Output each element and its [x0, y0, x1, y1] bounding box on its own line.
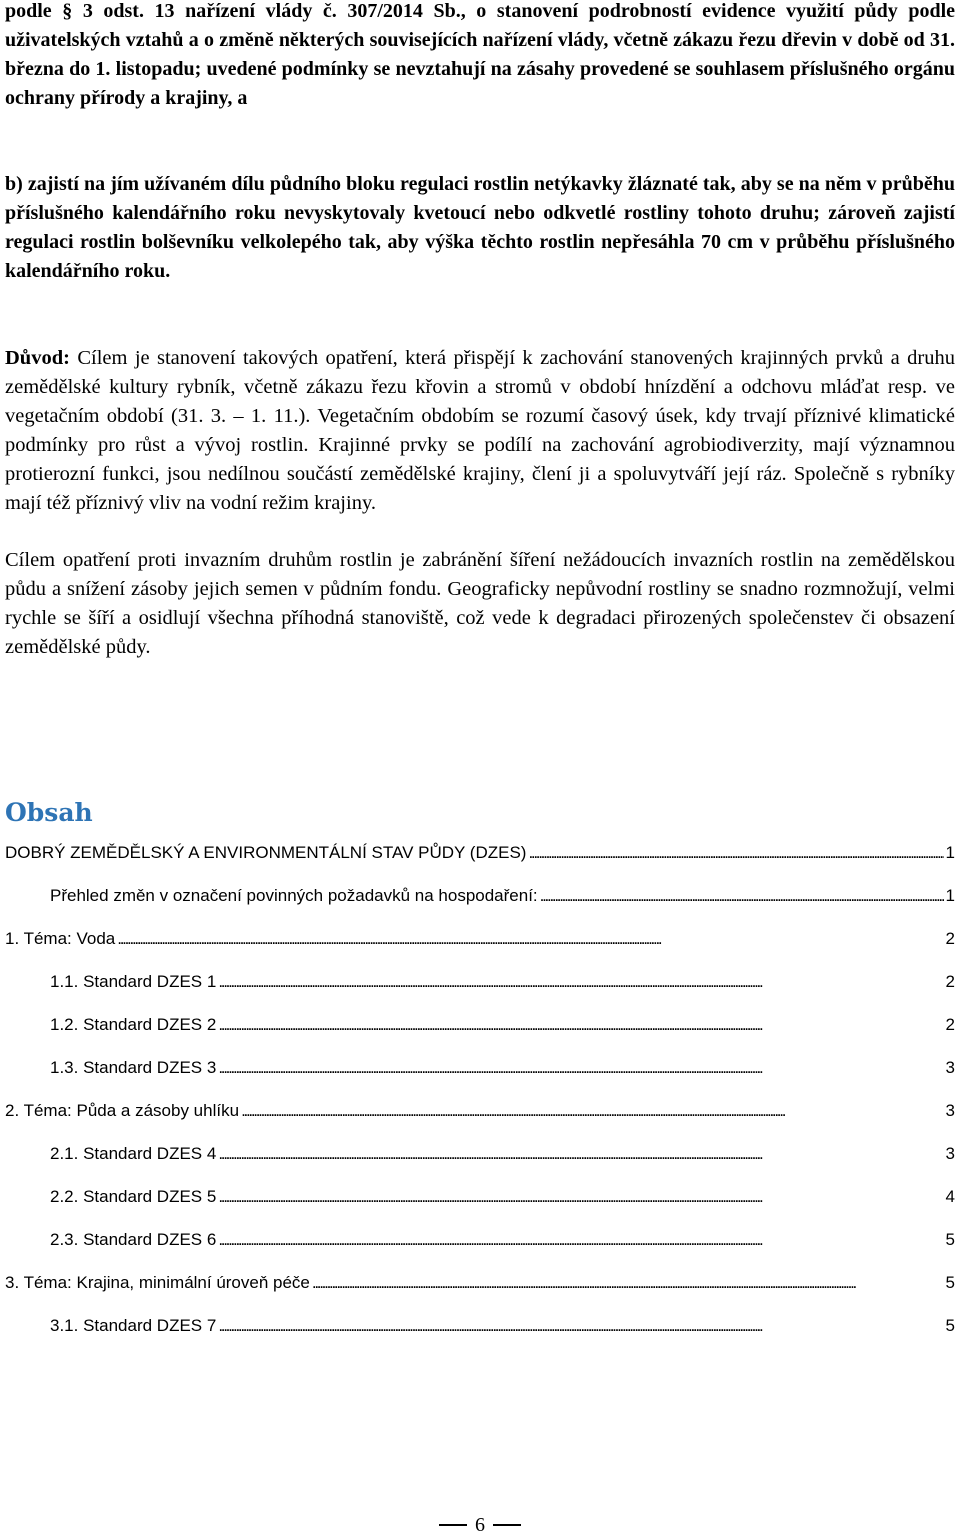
toc-entry-page: 3: [945, 1058, 955, 1077]
toc-entry-page: 2: [945, 929, 955, 948]
toc-leader: [218, 1055, 943, 1081]
toc-entry[interactable]: [5, 1055, 955, 1098]
reason-text: Cílem je stanovení takových opatření, která přispějí k zachování stanovených krajinných prvků a druhu zemědělské kultury rybník, včetně zákazu řezu křovin a stromů v období hnízdění a odchovu mláďat resp. ve vegetačním období (31. 3. – 1. 11.). Vegetačním obdobím se rozumí časový úsek, kdy trvají příznivé klimatické podmínky pro růst a vývoj rostlin. Krajinné prvky se podílí na zachování agrobiodiverzity, mají významnou protierozní funkci, jsou nedílnou součástí zemědělské krajiny, člení ji a spoluvytváří její ráz. Společně s rybníky mají též příznivý vliv na vodní režim krajiny.: [5, 347, 955, 514]
table-of-contents: [5, 840, 955, 1356]
toc-entry[interactable]: [5, 969, 955, 1012]
invasive-paragraph: Cílem opatření proti invazním druhům rostlin je zabránění šíření nežádoucích invazních rostlin na zemědělskou půdu a snížení zásoby jejich semen v půdním fondu. Geograficky nepůvodní rostliny se snadno rozmnožují, velmi rychle se šíří a osidlují všechna příhodná stanoviště, což vede k degradaci přirozených společenstev či obsazení zemědělské půdy.: [5, 549, 955, 658]
page-number: 6: [475, 1513, 485, 1536]
reason-paragraph: [5, 344, 955, 518]
footer-rule-right: [493, 1524, 521, 1526]
toc-title: Obsah: [5, 798, 93, 827]
toc-entry-text: 1.2. Standard DZES 2: [50, 1015, 217, 1034]
toc-entry[interactable]: [5, 1184, 955, 1227]
toc-entry[interactable]: [5, 1227, 955, 1270]
toc-entry-text: DOBRÝ ZEMĚDĚLSKÝ A ENVIRONMENTÁLNÍ STAV PŮDY (DZES): [5, 843, 527, 862]
toc-entry-page: 5: [945, 1316, 955, 1335]
toc-entry-page: 3: [945, 1101, 955, 1120]
toc-entry-page: 1: [945, 843, 955, 862]
toc-entry[interactable]: [5, 883, 955, 926]
toc-entry-text: Přehled změn v označení povinných požadavků na hospodaření:: [50, 886, 538, 905]
item-b-paragraph: b) zajistí na jím užívaném dílu půdního bloku regulaci rostlin netýkavky žláznaté tak, aby se na něm v průběhu příslušného kalendářního roku nevyskytovaly kvetoucí nebo odkvetlé rostliny tohoto druhu; zároveň zajistí regulaci rostlin bolševníku velkolepého tak, aby výška těchto rostlin nepřesáhla 70 cm v průběhu příslušného kalendářního roku.: [5, 173, 955, 282]
toc-leader: [218, 969, 943, 995]
toc-leader: [218, 1313, 943, 1339]
toc-entry[interactable]: [5, 926, 955, 969]
toc-leader: [241, 1098, 943, 1124]
toc-entry[interactable]: [5, 1270, 955, 1313]
reason-label: Důvod:: [5, 347, 70, 369]
toc-entry-text: 2.3. Standard DZES 6: [50, 1230, 217, 1249]
toc-leader: [218, 1012, 943, 1038]
toc-leader: [540, 883, 944, 909]
toc-entry[interactable]: [5, 1098, 955, 1141]
toc-entry-page: 2: [945, 1015, 955, 1034]
toc-entry-page: 5: [945, 1273, 955, 1292]
toc-entry-text: 1.3. Standard DZES 3: [50, 1058, 217, 1077]
toc-leader: [312, 1270, 944, 1296]
toc-leader: [528, 840, 943, 866]
toc-entry-text: 3.1. Standard DZES 7: [50, 1316, 217, 1335]
toc-leader: [117, 926, 943, 952]
toc-leader: [218, 1184, 943, 1210]
footer-rule-left: [439, 1524, 467, 1526]
toc-entry[interactable]: [5, 1313, 955, 1356]
toc-entry-text: 1. Téma: Voda: [5, 929, 116, 948]
toc-entry-page: 5: [945, 1230, 955, 1249]
toc-entry-text: 3. Téma: Krajina, minimální úroveň péče: [5, 1273, 310, 1292]
toc-entry-page: 1: [945, 886, 955, 905]
toc-entry-text: 2. Téma: Půda a zásoby uhlíku: [5, 1101, 240, 1120]
toc-leader: [218, 1141, 943, 1167]
toc-entry-text: 2.2. Standard DZES 5: [50, 1187, 217, 1206]
toc-entry-text: 1.1. Standard DZES 1: [50, 972, 217, 991]
page-footer: [0, 1515, 960, 1535]
toc-leader: [218, 1227, 943, 1253]
toc-entry[interactable]: [5, 1012, 955, 1055]
toc-entry-text: 2.1. Standard DZES 4: [50, 1144, 217, 1163]
toc-entry[interactable]: [5, 840, 955, 883]
toc-entry[interactable]: [5, 1141, 955, 1184]
toc-entry-page: 4: [945, 1187, 955, 1206]
top-paragraph: podle § 3 odst. 13 nařízení vlády č. 307/2014 Sb., o stanovení podrobností evidence využití půdy podle uživatelských vztahů a o změně některých souvisejících nařízení vlády, včetně zákazu řezu dřevin v době od 31. března do 1. listopadu; uvedené podmínky se nevztahují na zásahy provedené se souhlasem příslušného orgánu ochrany přírody a krajiny, a: [5, 0, 955, 109]
toc-entry-page: 2: [945, 972, 955, 991]
toc-entry-page: 3: [945, 1144, 955, 1163]
